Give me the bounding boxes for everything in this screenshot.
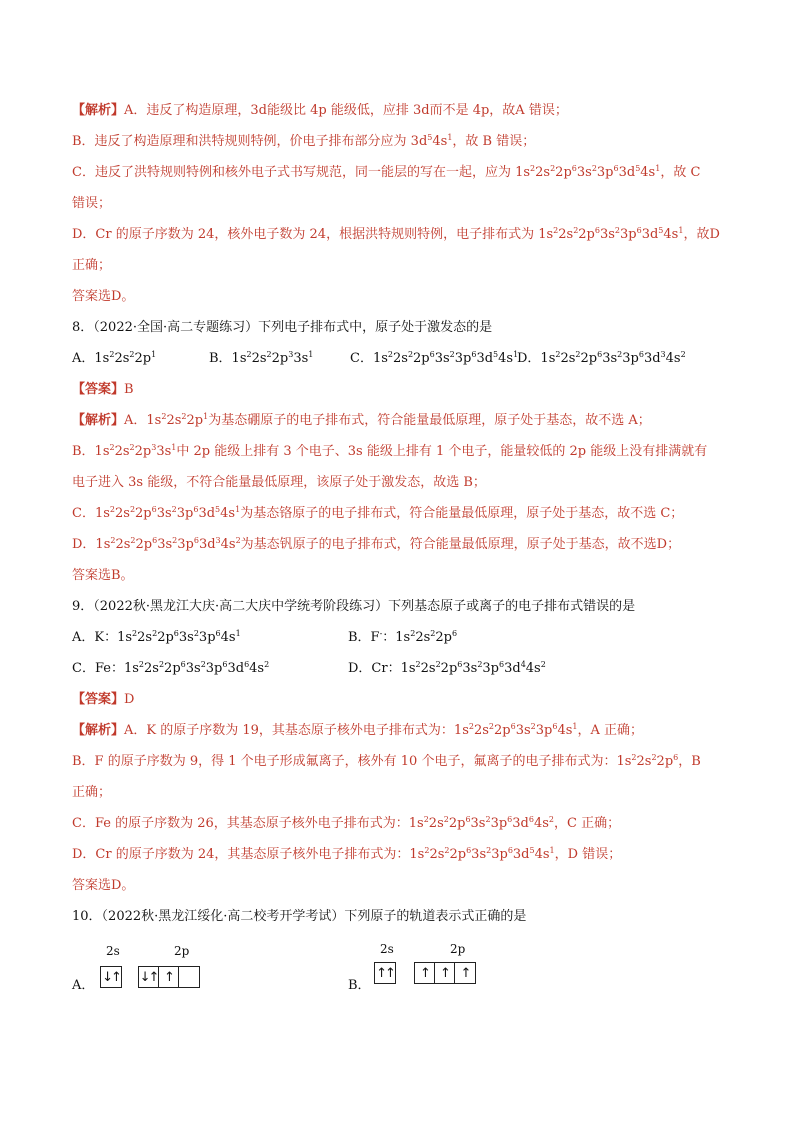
q8-answer-value: B bbox=[124, 382, 134, 397]
q8-option-c: C．$1s^22s^22p^63s^23p^63d^54s^1$ bbox=[350, 350, 519, 366]
analysis-tag: 【解析】 bbox=[72, 723, 125, 738]
q9-option-a: A．K：$1s^22s^22p^63s^23p^64s^1$ bbox=[72, 629, 241, 645]
q7-answer-conclusion: 答案选D。 bbox=[72, 289, 135, 304]
orbital-box: ↓↑ bbox=[139, 967, 159, 987]
q10-b-2p-orbital bbox=[414, 962, 476, 984]
q9-analysis-line-3: 正确； bbox=[72, 785, 112, 800]
analysis-tag: 【解析】 bbox=[72, 413, 125, 428]
q10-stem: 10．（2022秋·黑龙江绥化·高二校考开学考试）下列原子的轨道表示式正确的是 bbox=[72, 909, 527, 924]
q8-analysis-line-2: B．$1s^22s^22p^33s^1$中 2p 能级上排有 3 个电子、3s 能级上排有 1 个电子，能量较低的 2p 能级上没有排满就有 bbox=[72, 443, 708, 459]
orbital-box: ↑ bbox=[435, 963, 455, 983]
q8-analysis-line-5: D．$1s^22s^22p^63s^23p^63d^34s^2$为基态钒原子的电子排布式，符合能量最低原理，原子处于基态，故不选D； bbox=[72, 536, 681, 552]
q10-b-2s-label: 2s bbox=[380, 942, 394, 956]
q10-a-2s-label: 2s bbox=[106, 944, 120, 958]
q7-analysis-line-1: 【解析】A．违反了构造原理，3d能级比 4p 能级低，应排 3d而不是 4p，故A 错误； bbox=[72, 103, 568, 118]
q10-option-b-label: B． bbox=[348, 978, 371, 993]
q7-analysis-line-6: 正确； bbox=[72, 258, 112, 273]
q8-option-b: B．$1s^22s^22p^33s^1$ bbox=[209, 350, 314, 366]
q9-answer-value: D bbox=[124, 692, 135, 707]
orbital-box: ↑ bbox=[415, 963, 435, 983]
q9-stem: 9．（2022秋·黑龙江大庆·高二大庆中学统考阶段练习）下列基态原子或离子的电子排布式错误的是 bbox=[72, 599, 636, 614]
q7-analysis-line-5: D．Cr 的原子序数为 24，核外电子数为 24，根据洪特规则特例，电子排布式为 $1s^22s^22p^63s^23p^63d^54s^1$，故D bbox=[72, 226, 720, 242]
q10-option-a bbox=[72, 944, 272, 994]
q10-b-2p-label: 2p bbox=[450, 942, 466, 956]
answer-tag: 【答案】 bbox=[72, 382, 125, 397]
q7-analysis-line-4: 错误； bbox=[72, 196, 112, 211]
orbital-box bbox=[179, 967, 199, 987]
q9-option-c: C．Fe：$1s^22s^22p^63s^23p^63d^64s^2$ bbox=[72, 660, 270, 676]
analysis-tag: 【解析】 bbox=[72, 103, 125, 118]
q7-analysis-line-2: B．违反了构造原理和洪特规则特例，价电子排布部分应为 $3d^54s^1$，故 B 错误； bbox=[72, 133, 536, 149]
q9-answer bbox=[72, 690, 732, 710]
q9-option-b: B．F-：$1s^22s^22p^6$ bbox=[348, 629, 458, 645]
q9-analysis-line-2: B．F 的原子序数为 9，得 1 个电子形成氟离子，核外有 10 个电子，氟离子的电子排布式为：$1s^22s^22p^6$，B bbox=[72, 753, 701, 769]
orbital-box: ↑ bbox=[460, 965, 470, 981]
q9-answer-conclusion: 答案选D。 bbox=[72, 878, 135, 893]
q10-option-b bbox=[348, 942, 548, 992]
q8-option-a: A．$1s^22s^22p^1$ bbox=[72, 350, 157, 366]
q8-option-d: D．$1s^22s^22p^63s^23p^63d^34s^2$ bbox=[517, 350, 686, 366]
q10-a-2p-label: 2p bbox=[174, 944, 190, 958]
q8-stem: 8．（2022·全国·高二专题练习）下列电子排布式中，原子处于激发态的是 bbox=[72, 320, 493, 335]
q9-option-d: D．Cr：$1s^22s^22p^63s^23p^63d^44s^2$ bbox=[348, 660, 546, 676]
orbital-box: ↑ bbox=[159, 967, 179, 987]
orbital-box: ↑↑ bbox=[376, 965, 394, 981]
q8-answer bbox=[72, 380, 732, 400]
q8-analysis-line-4: C．$1s^22s^22p^63s^23p^63d^54s^1$为基态铬原子的电子排布式，符合能量最低原理，原子处于基态，故不选 C； bbox=[72, 505, 684, 521]
q9-analysis-line-5: D．Cr 的原子序数为 24，其基态原子核外电子排布式为：$1s^22s^22p^63s^23p^63d^54s^1$，D 错误； bbox=[72, 846, 622, 862]
q10-a-2s-orbital bbox=[100, 966, 122, 988]
answer-tag: 【答案】 bbox=[72, 692, 125, 707]
q8-analysis-line-1: 【解析】A．$1s^22s^22p^1$为基态硼原子的电子排布式，符合能量最低原理，原子处于基态，故不选 A； bbox=[72, 412, 651, 428]
q10-b-2s-orbital bbox=[374, 962, 396, 984]
q10-option-a-label: A． bbox=[72, 978, 95, 993]
orbital-box: ↓↑ bbox=[102, 969, 120, 985]
q8-analysis-line-3: 电子进入 3s 能级，不符合能量最低原理，该原子处于激发态，故选 B； bbox=[72, 475, 486, 490]
q9-analysis-line-1: 【解析】A．K 的原子序数为 19，其基态原子核外电子排布式为：$1s^22s^22p^63s^23p^64s^1$，A 正确； bbox=[72, 722, 644, 738]
q7-analysis-line-3: C．违反了洪特规则特例和核外电子式书写规范，同一能层的写在一起，应为 $1s^22s^22p^63s^23p^63d^54s^1$，故 C bbox=[72, 164, 701, 180]
q9-analysis-line-4: C．Fe 的原子序数为 26，其基态原子核外电子排布式为：$1s^22s^22p^63s^23p^63d^64s^2$，C 正确； bbox=[72, 815, 621, 831]
q10-a-2p-orbital bbox=[138, 966, 200, 988]
q8-answer-conclusion: 答案选B。 bbox=[72, 568, 134, 583]
